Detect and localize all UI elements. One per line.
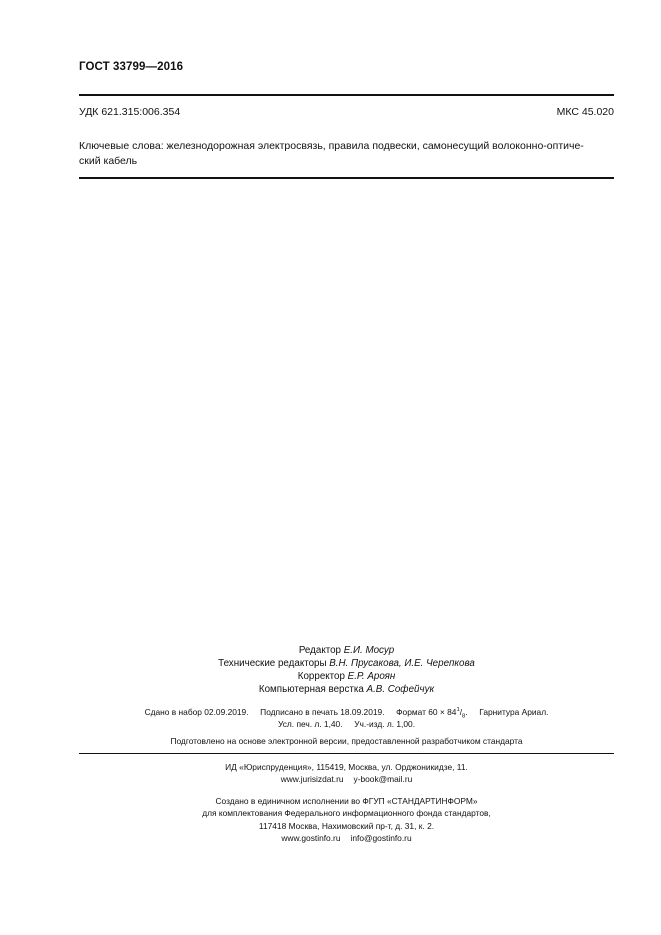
gostinfo-email[interactable]: info@gostinfo.ru <box>350 833 412 843</box>
layout-name: А.В. Софейчук <box>366 684 435 695</box>
keywords-line-2: ский кабель <box>79 155 138 167</box>
publisher-divider <box>79 753 614 754</box>
paper-format: Формат $60 \times 84^1/_8$. <box>396 707 468 720</box>
editor-name: Е.И. Мосур <box>343 645 395 656</box>
publisher-site[interactable]: www.jurisizdat.ru <box>280 774 344 784</box>
format-prefix: Формат 60 × 84 <box>396 707 457 717</box>
typeface: Гарнитура Ариал. <box>479 707 549 717</box>
publisher-email[interactable]: y-book@mail.ru <box>353 774 413 784</box>
created-line-2: для комплектования Федерального информационного фонда стандартов, <box>202 808 491 818</box>
standard-code: ГОСТ 33799—2016 <box>79 61 184 73</box>
keywords-block <box>79 139 614 169</box>
layout-line <box>79 683 614 696</box>
submitted-date: Сдано в набор 02.09.2019. <box>144 707 249 717</box>
signed-date: Подписано в печать 18.09.2019. <box>260 707 385 717</box>
address-block <box>79 820 614 844</box>
print-info-line-1 <box>79 707 614 720</box>
print-sheets: Усл. печ. л. 1,40. <box>277 719 343 729</box>
keywords-divider <box>79 177 614 179</box>
address-line: 117418 Москва, Нахимовский пр-т, д. 31, к. 2. <box>258 821 435 831</box>
corrector-line <box>79 670 614 683</box>
tech-editors-label: Технические редакторы <box>218 658 327 669</box>
publisher-contacts <box>79 773 614 785</box>
editor-label: Редактор <box>298 645 341 656</box>
prepared-note: Подготовлено на основе электронной версии, предоставленной разработчиком стандарта <box>170 736 523 746</box>
tech-editors-names: В.Н. Прусакова, И.Е. Черепкова <box>329 658 475 669</box>
created-line-1: Создано в единичном исполнении во ФГУП «СТАНДАРТИНФОРМ» <box>215 796 478 806</box>
corrector-name: Е.Р. Ароян <box>347 671 396 682</box>
keywords-line-1: Ключевые слова: железнодорожная электросвязь, правила подвески, самонесущий волоконно-оптиче- <box>79 140 584 152</box>
format-suffix: . <box>465 707 468 717</box>
credits-block <box>79 644 614 696</box>
publ-sheets: Уч.-изд. л. 1,00. <box>354 719 416 729</box>
publisher-block <box>79 761 614 785</box>
udk-code: УДК 621.315:006.354 <box>79 106 181 118</box>
layout-label: Компьютерная верстка <box>258 684 364 695</box>
top-divider <box>79 94 614 96</box>
publisher-line: ИД «Юриспруденция», 115419, Москва, ул. Орджоникидзе, 11. <box>225 762 468 772</box>
created-block <box>79 795 614 819</box>
print-info-line-2 <box>79 719 614 729</box>
mks-code: МКС 45.020 <box>556 106 614 118</box>
format-sup: 1 <box>456 707 460 714</box>
editor-line <box>79 644 614 657</box>
corrector-label: Корректор <box>297 671 345 682</box>
gostinfo-contacts <box>79 832 614 844</box>
tech-editors-line <box>79 657 614 670</box>
format-sub: 8 <box>462 713 466 720</box>
gostinfo-site[interactable]: www.gostinfo.ru <box>281 833 341 843</box>
